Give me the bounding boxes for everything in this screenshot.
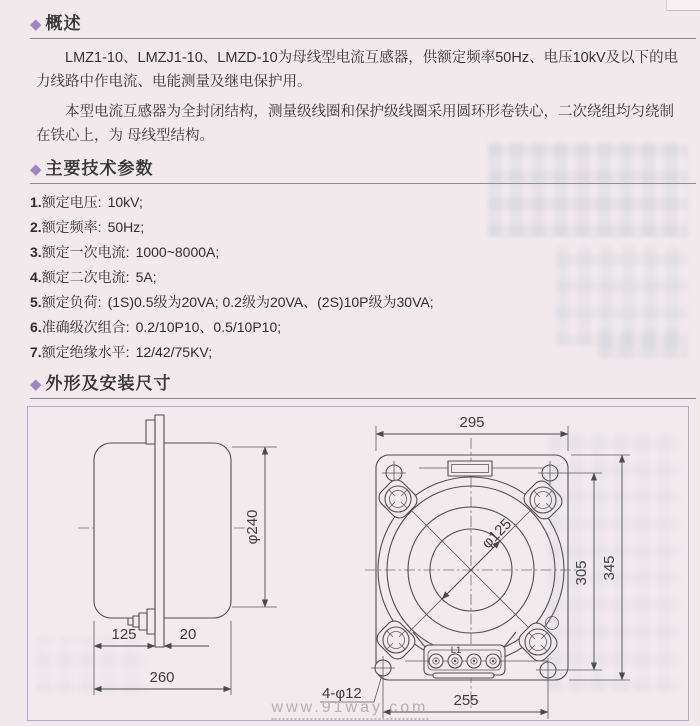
overview-title: 概述 [45, 14, 82, 33]
parameter-list [30, 190, 690, 365]
dim-plate-thickness-label: 20 [179, 626, 197, 643]
dim-depth-total-label: 260 [149, 669, 175, 686]
mounting-holes-label: 4-φ12 [322, 685, 362, 702]
overview-paragraph: LMZ1-10、LMZJ1-10、LMZD-10为母线型电流互感器，供额定频率50Hz、电压10kV及以下的电力线路中作电流、电能测量及继电保护用。 [36, 50, 679, 90]
parameter-item: 6.准确级次组合: 0.2/10P10、0.5/10P10; [30, 319, 282, 335]
dim-hole-spacing-h-label: 255 [453, 692, 479, 709]
section-heading-parameters [0, 154, 700, 179]
section-divider [30, 183, 696, 184]
section-heading-overview [0, 0, 700, 34]
parameter-item: 4.额定二次电流: 5A; [30, 269, 157, 285]
parameter-item: 1.额定电压: 10kV; [30, 194, 143, 210]
section-divider [30, 38, 696, 39]
section-heading-dimensions [0, 369, 700, 394]
parameters-title: 主要技术参数 [45, 159, 154, 178]
dim-center-hole-label: φ125 [478, 515, 516, 553]
parameter-item: 3.额定一次电流: 1000~8000A; [30, 244, 220, 260]
terminal-label: L1 [450, 645, 462, 656]
dim-height-label: 345 [601, 555, 618, 581]
section-divider [30, 398, 696, 399]
front-view-drawing [320, 414, 630, 719]
dimension-drawing-box [27, 406, 689, 721]
parameter-item: 2.额定频率: 50Hz; [30, 219, 145, 235]
side-view-drawing [78, 415, 277, 695]
dim-hole-spacing-v-label: 305 [573, 560, 590, 586]
diamond-bullet-icon: ◆ [30, 376, 43, 393]
parameter-item: 5.额定负荷: (1S)0.5级为20VA; 0.2级为20VA、(2S)10P级为30VA; [30, 294, 434, 310]
dim-body-diameter-label: φ240 [244, 509, 261, 545]
dim-width-label: 295 [459, 414, 485, 431]
diamond-bullet-icon: ◆ [30, 16, 43, 33]
technical-drawing [28, 407, 688, 720]
watermark: www.91way.com [272, 699, 429, 720]
dimensions-title: 外形及安装尺寸 [45, 374, 172, 393]
parameter-item: 7.额定绝缘水平: 12/42/75KV; [30, 344, 213, 360]
overview-paragraph: 本型电流互感器为全封闭结构，测量级线圈和保护级线圈采用圆环形卷铁心，二次绕组均匀绕制在铁心上，为 母线型结构。 [36, 104, 674, 144]
dim-depth-to-plate-label: 125 [111, 626, 137, 643]
page-corner-artifact [666, 0, 700, 11]
diamond-bullet-icon: ◆ [30, 161, 43, 178]
